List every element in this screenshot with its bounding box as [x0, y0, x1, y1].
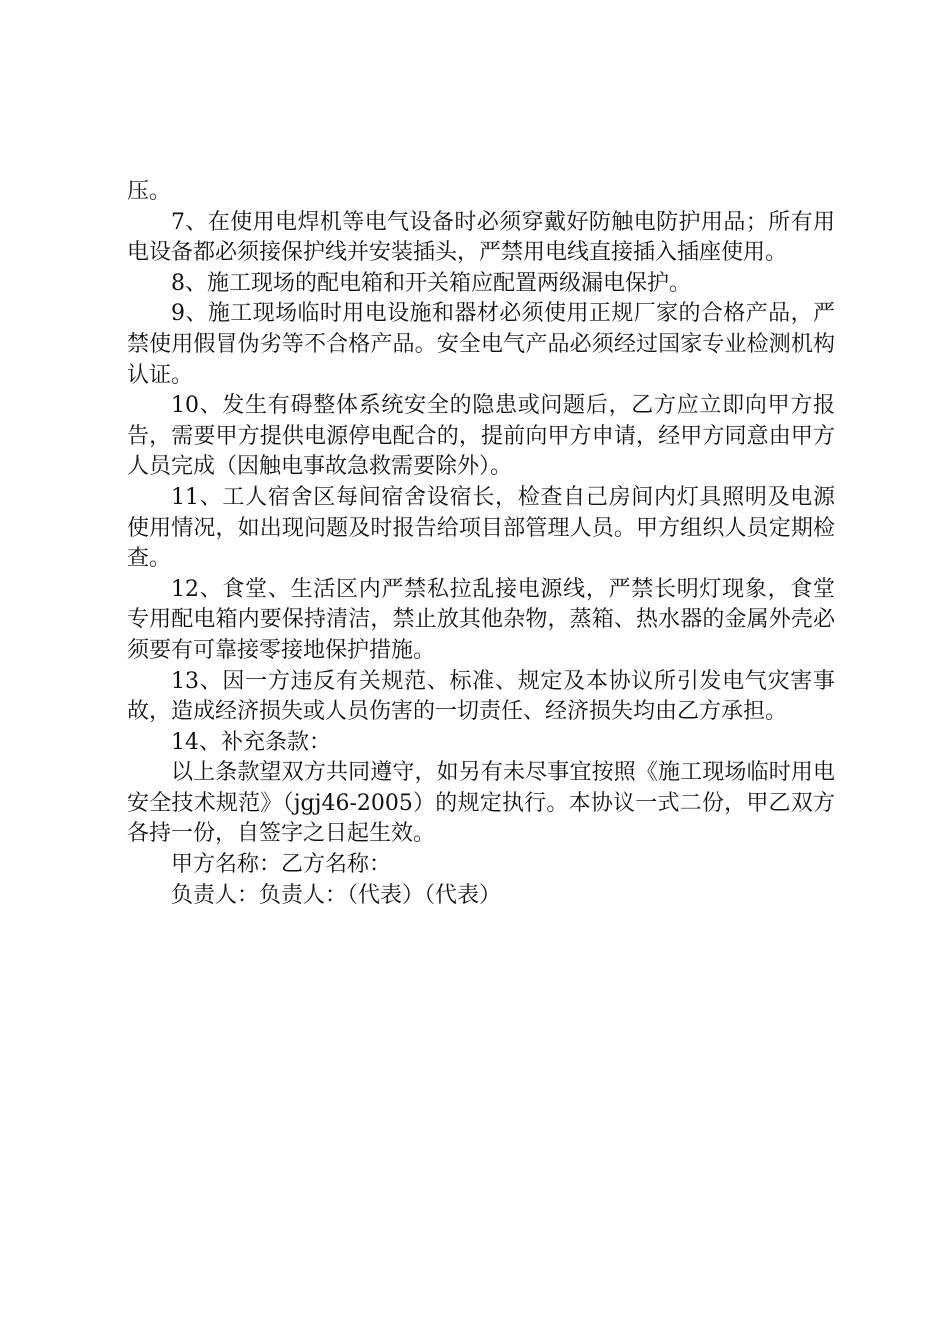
paragraph-clause-7: 7、在使用电焊机等电气设备时必须穿戴好防触电防护用品；所有用电设备都必须接保护线并安装插头，严禁用电线直接插入插座使用。 [127, 209, 835, 266]
paragraph-clause-10: 10、发生有碍整体系统安全的隐患或问题后，乙方应立即向甲方报告，需要甲方提供电源停电配合的，提前向甲方申请，经甲方同意由甲方人员完成（因触电事故急救需要除外）。 [127, 393, 835, 480]
paragraph-clause-12: 12、食堂、生活区内严禁私拉乱接电源线，严禁长明灯现象，食堂专用配电箱内要保持清洁，禁止放其他杂物，蒸箱、热水器的金属外壳必须要有可靠接零接地保护措施。 [127, 576, 835, 663]
paragraph-clause-9: 9、施工现场临时用电设施和器材必须使用正规厂家的合格产品，严禁使用假冒伪劣等不合格产品。安全电气产品必须经过国家专业检测机构认证。 [127, 301, 835, 388]
paragraph-clause-14: 14、补充条款： [171, 729, 331, 755]
signature-representatives: 负责人：负责人：（代表）（代表） [171, 882, 502, 908]
paragraph-closing: 以上条款望双方共同遵守，如另有未尽事宜按照《施工现场临时用电安全技术规范》（jgj46-2005）的规定执行。本协议一式二份，甲乙双方各持一份，自签字之日起生效。 [127, 760, 835, 847]
paragraph-clause-13: 13、因一方违反有关规范、标准、规定及本协议所引发电气灾害事故，造成经济损失或人员伤害的一切责任、经济损失均由乙方承担。 [127, 668, 835, 725]
document-body [127, 177, 835, 911]
paragraph-clause-11: 11、工人宿舍区每间宿舍设宿长，检查自己房间内灯具照明及电源使用情况，如出现问题及时报告给项目部管理人员。甲方组织人员定期检查。 [127, 484, 835, 572]
paragraph-continuation: 压。 [127, 179, 172, 204]
paragraph-clause-8: 8、施工现场的配电箱和开关箱应配置两级漏电保护。 [171, 270, 691, 296]
signature-party-names: 甲方名称：乙方名称： [171, 852, 392, 878]
